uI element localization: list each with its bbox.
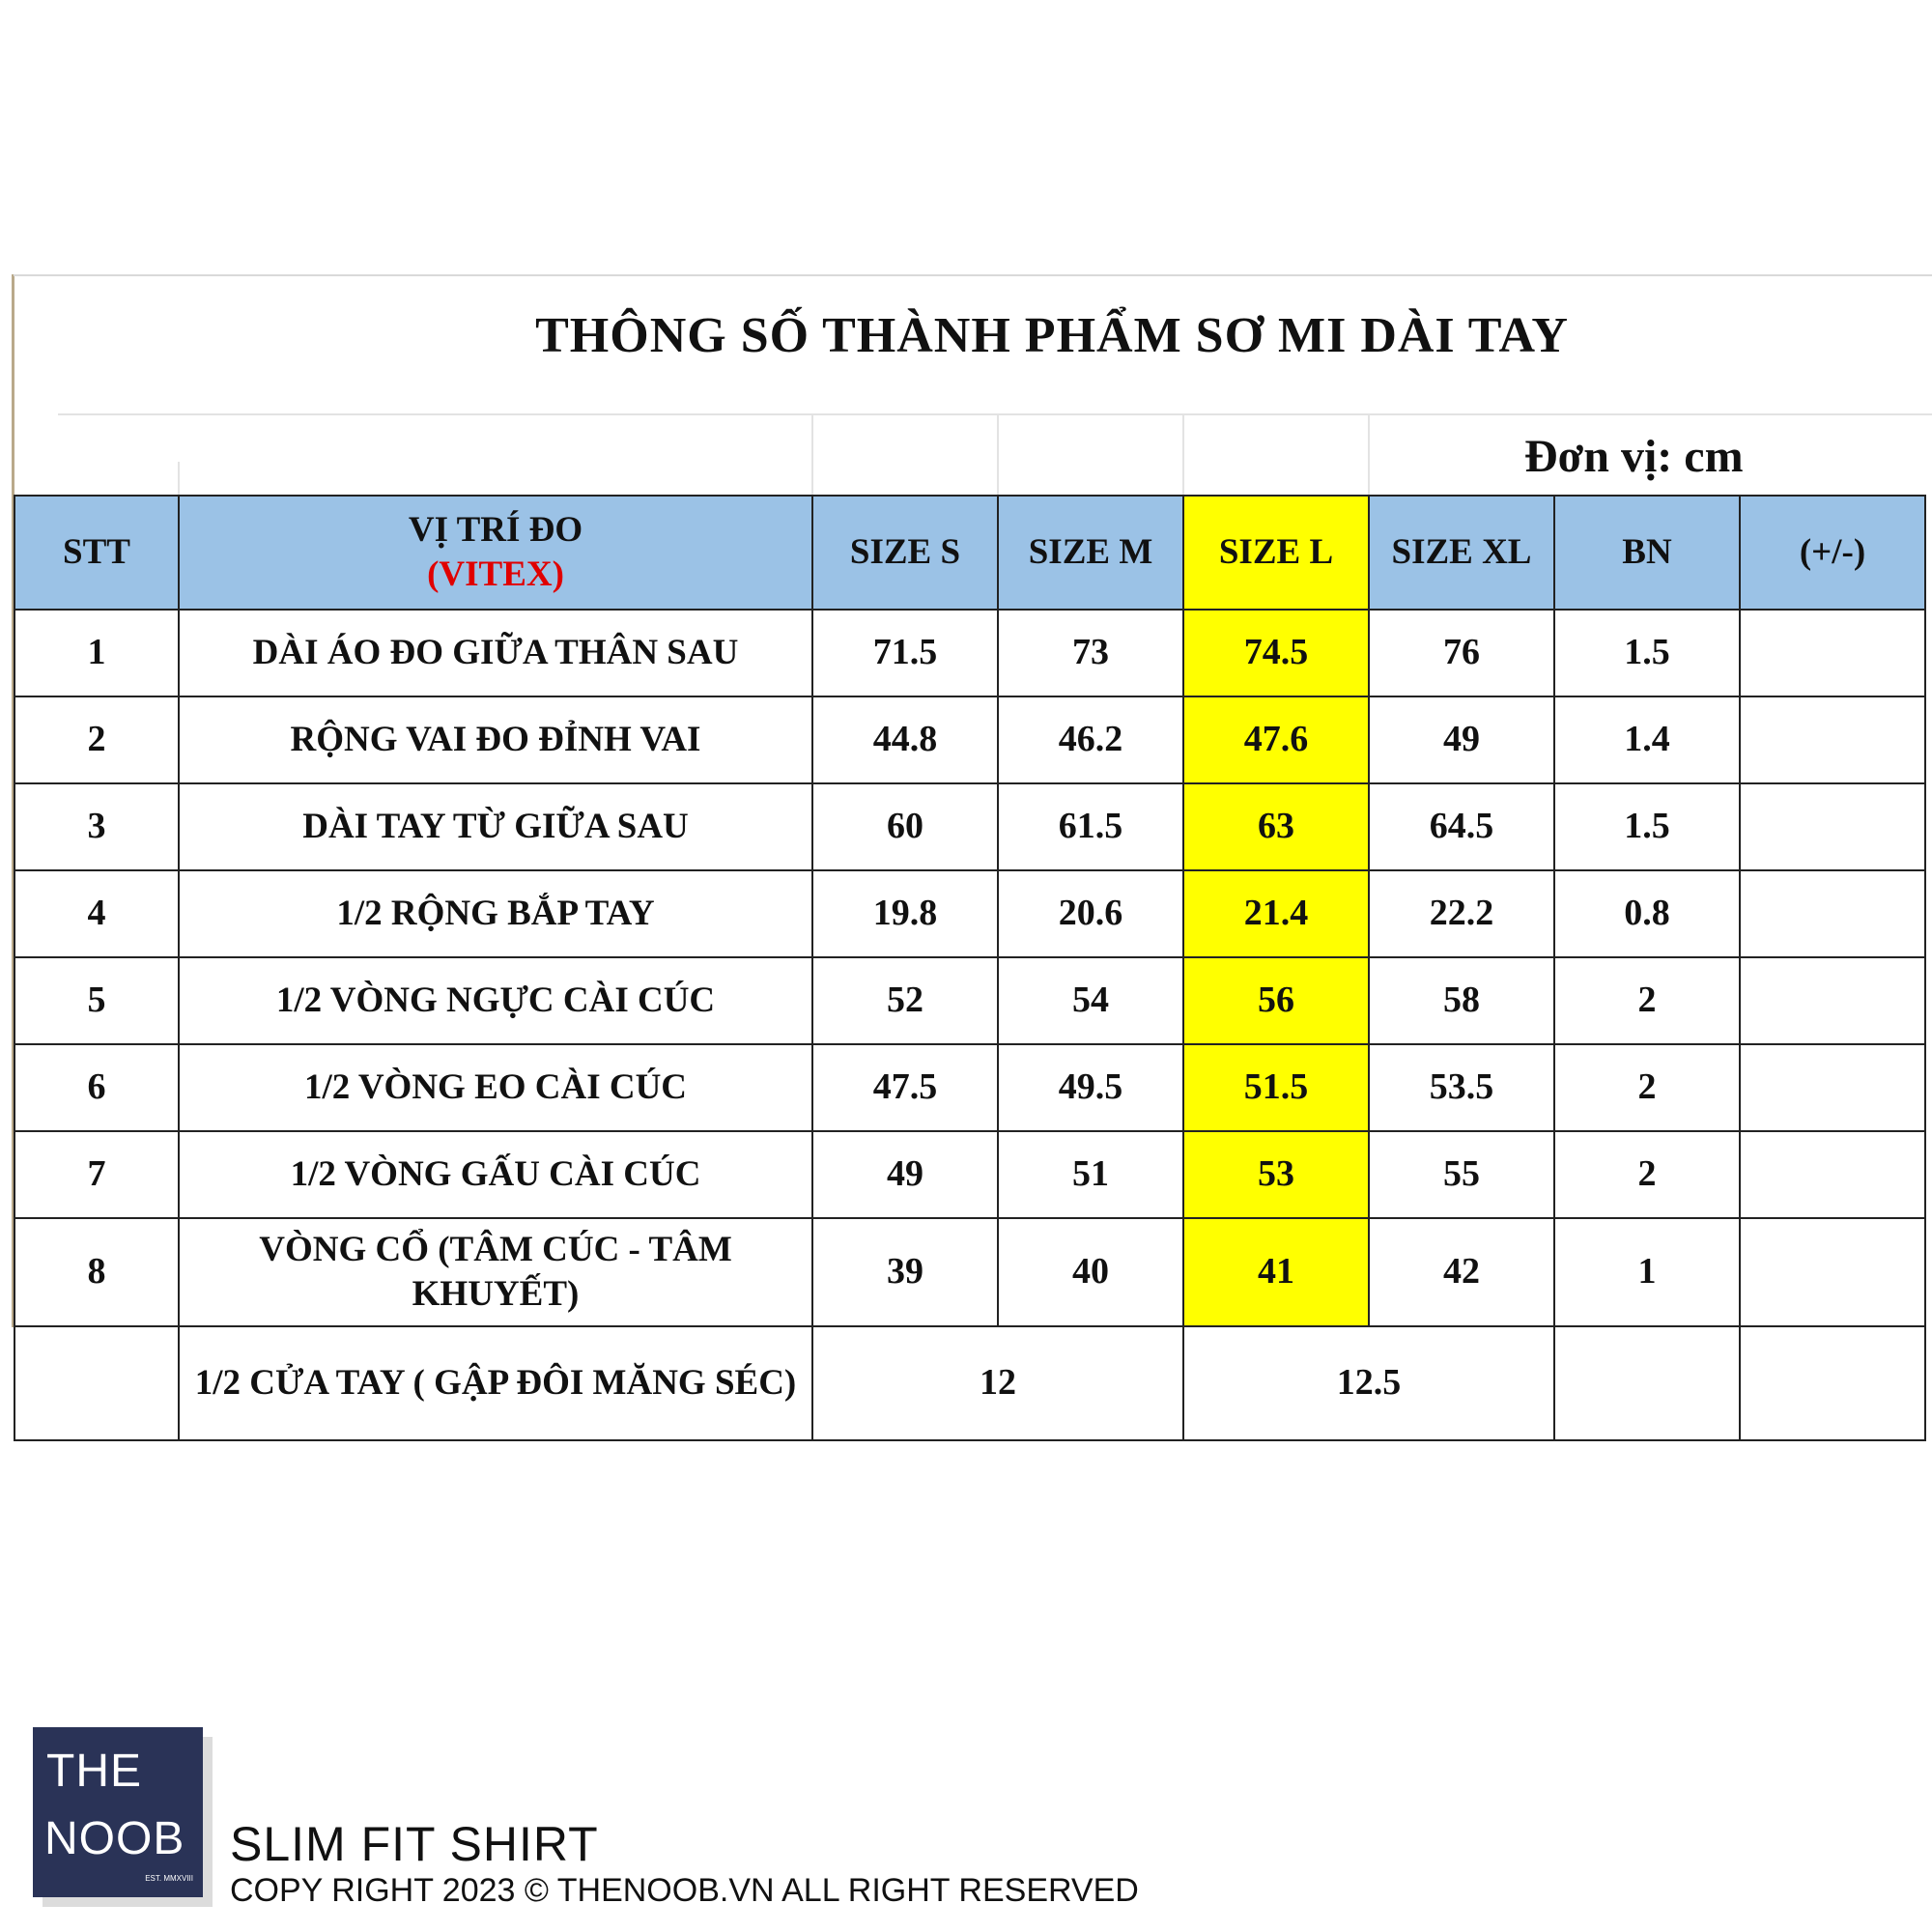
cell-size-l: 53 — [1183, 1131, 1369, 1218]
cell-size-l: 74.5 — [1183, 610, 1369, 696]
cell-size-s: 39 — [812, 1218, 998, 1326]
cell-size-s: 47.5 — [812, 1044, 998, 1131]
header-size-m: SIZE M — [998, 496, 1183, 610]
cell-size-s: 71.5 — [812, 610, 998, 696]
table-row — [14, 610, 1925, 696]
cell-stt: 2 — [14, 696, 179, 783]
size-spec-table — [14, 495, 1926, 1441]
cell-size-xl: 22.2 — [1369, 870, 1554, 957]
cell-size-m: 54 — [998, 957, 1183, 1044]
header-bn: BN — [1554, 496, 1740, 610]
table-row — [14, 783, 1925, 870]
cell-bn — [1554, 1326, 1740, 1440]
table-row — [14, 1131, 1925, 1218]
gridline — [1182, 415, 1184, 497]
cell-bn: 1 — [1554, 1218, 1740, 1326]
cell-position: 1/2 RỘNG BẮP TAY — [179, 870, 812, 957]
table-row — [14, 870, 1925, 957]
cuff-row — [14, 1326, 1925, 1440]
unit-label: Đơn vị: cm — [1524, 431, 1744, 482]
cell-stt: 4 — [14, 870, 179, 957]
cell-stt: 6 — [14, 1044, 179, 1131]
cell-bn: 1.5 — [1554, 783, 1740, 870]
cell-tolerance — [1740, 957, 1925, 1044]
header-size-xl: SIZE XL — [1369, 496, 1554, 610]
table-row — [14, 957, 1925, 1044]
cell-tolerance — [1740, 870, 1925, 957]
cell-stt: 3 — [14, 783, 179, 870]
cell-size-l-xl-merged: 12.5 — [1183, 1326, 1554, 1440]
sheet-title: THÔNG SỐ THÀNH PHẨM SƠ MI DÀI TAY — [535, 308, 1569, 363]
cell-size-m: 20.6 — [998, 870, 1183, 957]
cell-tolerance — [1740, 1218, 1925, 1326]
logo-est-text: EST. MMXVIII — [145, 1874, 193, 1883]
gridline — [811, 415, 813, 497]
sheet-top-border — [14, 274, 1932, 276]
cell-tolerance — [1740, 783, 1925, 870]
product-name: SLIM FIT SHIRT — [230, 1817, 599, 1871]
header-size-l: SIZE L — [1183, 496, 1369, 610]
header-stt: STT — [14, 496, 179, 610]
cell-bn: 2 — [1554, 1044, 1740, 1131]
cell-size-xl: 53.5 — [1369, 1044, 1554, 1131]
logo-text-line1: THE — [46, 1746, 142, 1797]
logo-text-line2: NOOB — [44, 1813, 185, 1864]
cell-size-xl: 58 — [1369, 957, 1554, 1044]
cell-stt: 8 — [14, 1218, 179, 1326]
table-row — [14, 696, 1925, 783]
cell-position: 1/2 VÒNG GẤU CÀI CÚC — [179, 1131, 812, 1218]
cell-size-s: 44.8 — [812, 696, 998, 783]
brand-logo — [33, 1727, 203, 1897]
cell-position: DÀI ÁO ĐO GIỮA THÂN SAU — [179, 610, 812, 696]
cell-size-l: 56 — [1183, 957, 1369, 1044]
cell-size-s: 49 — [812, 1131, 998, 1218]
cell-tolerance — [1740, 610, 1925, 696]
cell-size-l: 51.5 — [1183, 1044, 1369, 1131]
table-row — [14, 1044, 1925, 1131]
cell-size-xl: 55 — [1369, 1131, 1554, 1218]
cell-size-xl: 49 — [1369, 696, 1554, 783]
copyright-notice: COPY RIGHT 2023 © THENOOB.VN ALL RIGHT RESERVED — [230, 1872, 1139, 1909]
cell-position: 1/2 VÒNG NGỰC CÀI CÚC — [179, 957, 812, 1044]
cell-size-m: 61.5 — [998, 783, 1183, 870]
cell-position: VÒNG CỔ (TÂM CÚC - TÂM KHUYẾT) — [179, 1218, 812, 1326]
header-position-label: VỊ TRÍ ĐO — [408, 509, 583, 550]
cell-position: RỘNG VAI ĐO ĐỈNH VAI — [179, 696, 812, 783]
cell-size-m: 73 — [998, 610, 1183, 696]
cell-size-m: 40 — [998, 1218, 1183, 1326]
table-row — [14, 1218, 1925, 1326]
cell-position: DÀI TAY TỪ GIỮA SAU — [179, 783, 812, 870]
cell-size-l: 41 — [1183, 1218, 1369, 1326]
cell-stt: 7 — [14, 1131, 179, 1218]
cell-tolerance — [1740, 1326, 1925, 1440]
cell-stt: 1 — [14, 610, 179, 696]
gridline — [178, 462, 180, 497]
header-row — [14, 496, 1925, 610]
header-position — [179, 496, 812, 610]
cell-bn: 1.5 — [1554, 610, 1740, 696]
cell-size-l: 21.4 — [1183, 870, 1369, 957]
cell-bn: 2 — [1554, 1131, 1740, 1218]
cell-tolerance — [1740, 696, 1925, 783]
cell-size-l: 63 — [1183, 783, 1369, 870]
cell-tolerance — [1740, 1044, 1925, 1131]
cell-size-s: 19.8 — [812, 870, 998, 957]
cell-size-m: 51 — [998, 1131, 1183, 1218]
header-position-note: (VITEX) — [427, 554, 564, 594]
cell-size-s: 52 — [812, 957, 998, 1044]
cell-position: 1/2 CỬA TAY ( GẬP ĐÔI MĂNG SÉC) — [179, 1326, 812, 1440]
cell-bn: 1.4 — [1554, 696, 1740, 783]
header-tolerance: (+/-) — [1740, 496, 1925, 610]
cell-size-m: 49.5 — [998, 1044, 1183, 1131]
cell-size-s-m-merged: 12 — [812, 1326, 1183, 1440]
cell-size-l: 47.6 — [1183, 696, 1369, 783]
gridline — [997, 415, 999, 497]
cell-bn: 0.8 — [1554, 870, 1740, 957]
cell-size-s: 60 — [812, 783, 998, 870]
gridline — [58, 413, 1932, 415]
cell-size-xl: 76 — [1369, 610, 1554, 696]
cell-tolerance — [1740, 1131, 1925, 1218]
cell-stt: 5 — [14, 957, 179, 1044]
cell-stt — [14, 1326, 179, 1440]
header-size-s: SIZE S — [812, 496, 998, 610]
cell-size-m: 46.2 — [998, 696, 1183, 783]
cell-bn: 2 — [1554, 957, 1740, 1044]
cell-size-xl: 42 — [1369, 1218, 1554, 1326]
cell-position: 1/2 VÒNG EO CÀI CÚC — [179, 1044, 812, 1131]
cell-size-xl: 64.5 — [1369, 783, 1554, 870]
gridline — [1368, 415, 1370, 497]
